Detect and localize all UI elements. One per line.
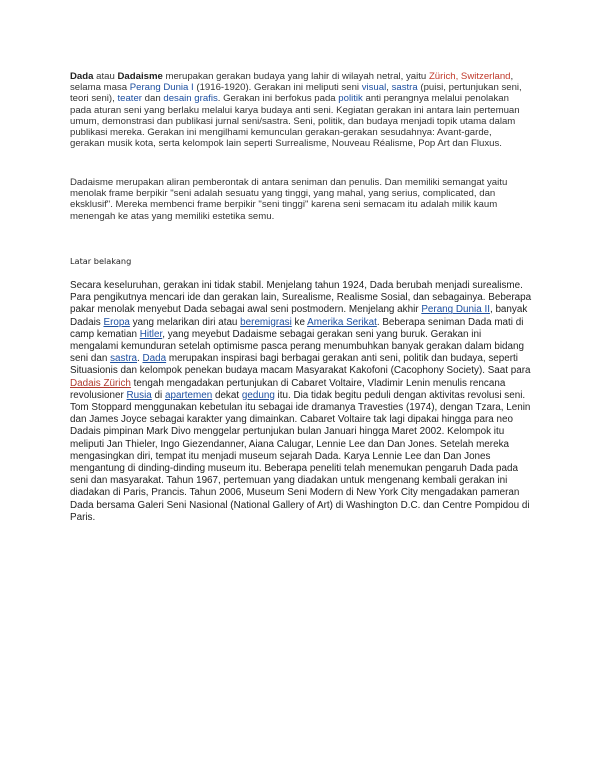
link-hitler[interactable]: Hitler	[139, 328, 163, 340]
text-run: , yang meyebut Dadaisme sebagai gerakan seni yang buruk. Gerakan ini mengalami kemunduran setelah optimisme pasca perang menumbuhkan banyak gerakan dalam bidang seni dan	[70, 328, 524, 365]
link-amerika-serikat[interactable]: Amerika Serikat	[307, 316, 377, 328]
text-run: merupakan inspirasi bagi berbagai gerakan anti seni, politik dan budaya, seperti Situasionis dan kelompok penekan budaya macam Masyarakat Kakofoni (Cacophony Society). Saat para	[70, 353, 531, 377]
text-run: itu. Dia tidak begitu peduli dengan aktivitas revolusi seni. Tom Stoppard menggunakan kebetulan itu sebagai ide dramanya Travesties (1974), dengan Tzara, Lenin dan James Joyce sebagai karakter yang dimainkan. Cabaret Voltaire tak lagi dipakai hingga para neo Dadais pimpinan Mark Divo menggelar pertunjukan bulan Januari hingga Maret 2002. Kelompok itu meliputi Jan Thieler, Ingo Giezendanner, Aiana Calugar, Lennie Lee dan Dan Jones. Setelah mereka mengasingkan diri, tempat itu menjadi museum sejarah Dada. Karya Lennie Lee dan Dan Jones mengantung di dinding-dinding museum itu. Beberapa peneliti telah menemukan pengaruh Dada pada seni dan masyarakat. Tahun 1967, pertemuan yang diadakan untuk mengenang kembali gerakan ini diadakan di Paris, Prancis. Tahun 2006, Museum Seni Modern di New York City mengadakan pameran Dada bersama Galeri Seni Nasional (National Gallery of Art) di Washington D.C. dan Centre Pompidou di Paris.	[70, 389, 531, 523]
link-dada[interactable]: Dada	[142, 353, 167, 365]
intro-paragraph	[70, 71, 525, 149]
text-run: dekat	[212, 389, 242, 401]
text-run: , selama masa	[70, 71, 514, 94]
text-run: dan	[142, 93, 164, 105]
link-perang-dunia-ii[interactable]: Perang Dunia II	[421, 304, 490, 316]
text-run: di	[151, 389, 165, 401]
link-zurich-switzerland[interactable]: Zürich, Switzerland	[428, 71, 511, 82]
link-teater[interactable]: teater	[117, 93, 143, 105]
text-run: , banyak Dadais	[70, 304, 528, 328]
link-eropa[interactable]: Eropa	[103, 316, 130, 328]
link-dadais-zurich[interactable]: Dadais Zürich	[70, 377, 131, 389]
text-run: (1916-1920). Gerakan ini meliputi seni	[193, 82, 362, 94]
second-paragraph: Dadaisme merupakan aliran pemberontak di antara seniman dan penulis. Dan memiliki semangat yaitu menolak frame berpikir "seni adalah sesuatu yang tinggi, yang mahal, yang serius, complicated, dan eksklusif". Mereka membenci frame berpikir "seni tinggi" karena seni semacam itu adalah milik kaum menengah ke atas yang memiliki estetika semu.	[70, 177, 508, 222]
link-apartemen[interactable]: apartemen	[164, 389, 213, 401]
text-run: . Gerakan ini berfokus pada	[217, 93, 339, 105]
link-politik[interactable]: politik	[338, 93, 363, 105]
text-run: . Beberapa seniman Dada mati di camp kematian	[70, 316, 524, 340]
text-run: merupakan gerakan budaya yang lahir di wilayah netral, yaitu	[162, 71, 429, 82]
text-run: (puisi, pertunjukan seni, teori seni),	[70, 82, 522, 105]
link-sastra[interactable]: sastra	[391, 82, 418, 94]
text-run: atau	[93, 71, 118, 82]
link-rusia[interactable]: Rusia	[126, 389, 152, 401]
text-run: anti perangnya melalui penolakan pada aturan seni yang berlaku melalui karya budaya anti seni. Kegiatan gerakan ini antara lain pertemuan umum, demonstrasi dan publikasi jurnal seni/sastra. Seni, politik, dan budaya menjadi topik utama dalam publikasi mereka. Gerakan ini mengilhami kemunculan gerakan-gerakan sesudahnya: Avant-garde, gerakan musik kota, serta kelompok lain seperti Surrealisme, Nouveau Réalisme, Pop Art dan Fluxus.	[70, 93, 520, 150]
text-run: ke	[291, 316, 308, 328]
link-gedung[interactable]: gedung	[241, 389, 275, 401]
link-sastra-2[interactable]: sastra	[110, 353, 137, 365]
link-beremigrasi[interactable]: beremigrasi	[240, 316, 292, 328]
text-run: Secara keseluruhan, gerakan ini tidak stabil. Menjelang tahun 1924, Dada berubah menjadi surealisme. Para pengikutnya mencari ide dan gerakan lain, Surealisme, Realisme Sosial, dan sebagainya. Beberapa pakar menolak menyebut Dada sebagai awal seni postmodern. Menjelang akhir	[70, 280, 532, 316]
term-dadaisme: Dadaisme	[117, 71, 163, 82]
text-run: ,	[386, 82, 392, 94]
link-perang-dunia-i[interactable]: Perang Dunia I	[129, 82, 194, 94]
term-dada: Dada	[70, 71, 94, 82]
background-paragraph	[70, 280, 532, 524]
text-run: .	[137, 353, 143, 365]
link-desain-grafis[interactable]: desain grafis	[163, 93, 218, 105]
text-run: yang melarikan diri atau	[129, 316, 241, 328]
text-run: tengah mengadakan pertunjukan di Cabaret Voltaire, Vladimir Lenin menulis rencana revolusioner	[70, 377, 506, 401]
link-visual[interactable]: visual	[361, 82, 387, 94]
section-heading-latar-belakang: Latar belakang	[70, 256, 132, 266]
